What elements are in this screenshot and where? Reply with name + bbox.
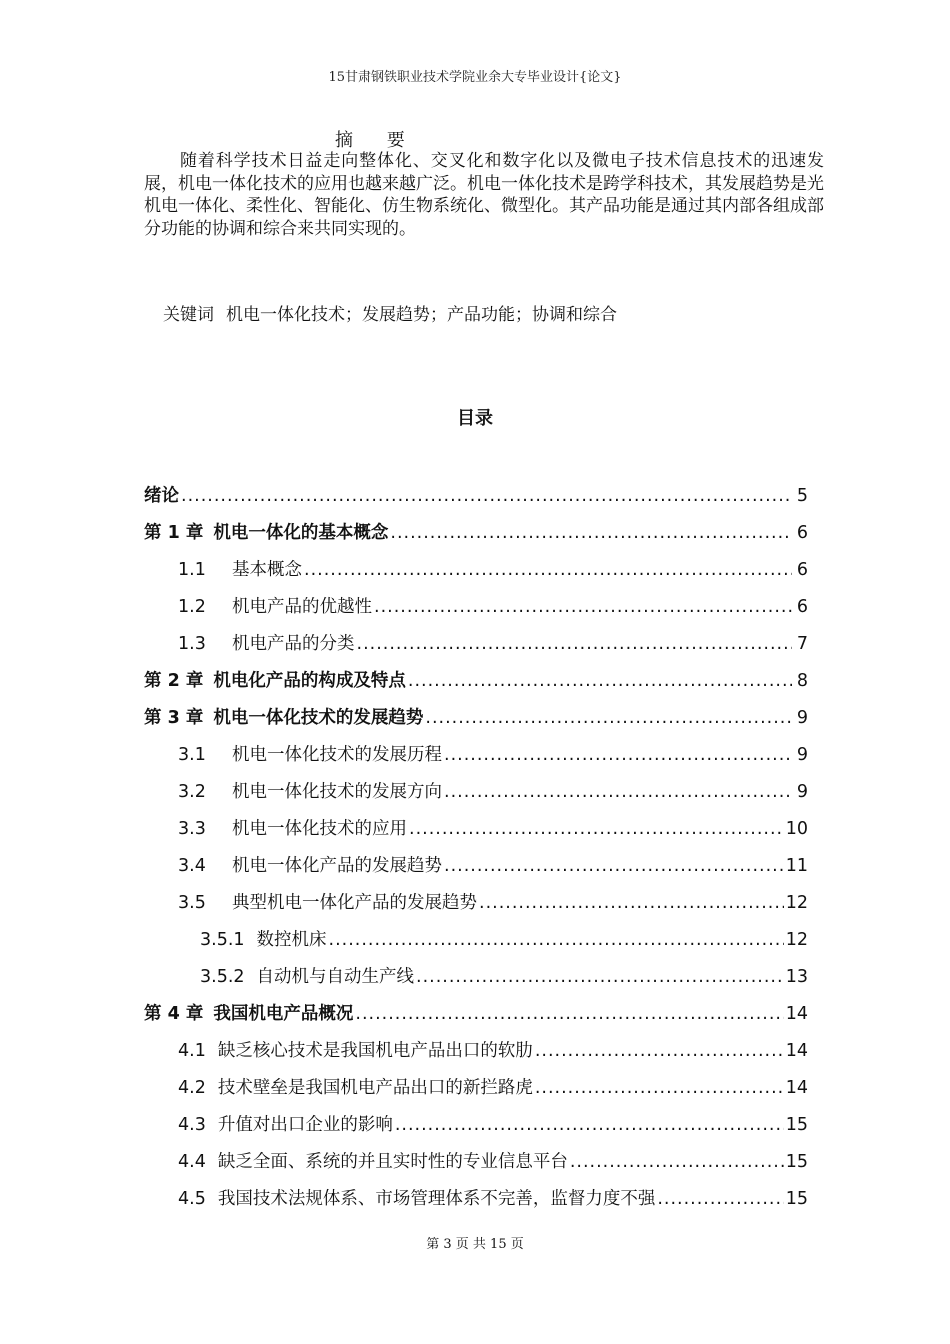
- toc-entry-3-3[interactable]: [144, 815, 808, 852]
- toc-entry-number: 4.2: [178, 1078, 206, 1098]
- toc-entry-number: 第 1 章: [144, 523, 204, 543]
- toc-entry-3-1[interactable]: [144, 741, 808, 778]
- toc-entry-page: 15: [785, 1152, 808, 1172]
- toc-entry-title: 机电一体化的基本概念: [213, 523, 389, 543]
- toc-entry-4-4[interactable]: [144, 1148, 808, 1185]
- toc-leader: [409, 819, 784, 839]
- toc-leader: [357, 634, 793, 654]
- toc-entry-number: 3.5: [178, 893, 206, 913]
- keywords-text: 机电一体化技术；发展趋势；产品功能；协调和综合: [226, 305, 617, 325]
- toc-entry-page: 10: [785, 819, 808, 839]
- toc-entry-title: 绪论: [144, 486, 179, 506]
- toc-entry-number: 第 4 章: [144, 1004, 204, 1024]
- toc-entry-title: 机电一体化技术的发展方向: [232, 782, 442, 802]
- toc-entry-title: 机电一体化技术的应用: [232, 819, 407, 839]
- toc-entry-1-3[interactable]: [144, 630, 808, 667]
- toc-leader: [444, 856, 784, 876]
- keywords-line: [163, 300, 617, 325]
- toc-leader: [444, 745, 792, 765]
- toc-entry-number: 1.2: [178, 597, 206, 617]
- toc-entry-title: 自动机与自动生产线: [256, 967, 415, 987]
- toc-entry-page: 14: [785, 1078, 808, 1098]
- keywords-label: 关键词: [163, 305, 214, 325]
- toc-leader: [570, 1152, 784, 1172]
- toc-entry-title: 缺乏核心技术是我国机电产品出口的软肋: [217, 1041, 533, 1061]
- toc-entry-title: 机电一体化技术的发展趋势: [213, 708, 424, 728]
- toc-entry-1-1[interactable]: [144, 556, 808, 593]
- toc-entry-4-2[interactable]: [144, 1074, 808, 1111]
- page-header: 15甘肃钢铁职业技术学院业余大专毕业设计{论文}: [328, 70, 622, 85]
- toc-entry-title: 我国技术法规体系、市场管理体系不完善，监督力度不强: [217, 1189, 656, 1209]
- toc-entry-title: 机电一体化技术的发展历程: [232, 745, 442, 765]
- toc-title: 目录: [457, 408, 493, 429]
- abstract-body: 随着科学技术日益走向整体化、交叉化和数字化以及微电子技术信息技术的迅速发展，机电一体化技术的应用也越来越广泛。机电一体化技术是跨学科技术，其发展趋势是光机电一体化、柔性化、智能化、仿生物系统化、微型化。其产品功能是通过其内部各组成部分功能的协调和综合来共同实现的。: [144, 151, 824, 239]
- toc-entry-number: 3.5.2: [200, 967, 245, 987]
- toc-entry-title: 机电一体化产品的发展趋势: [232, 856, 442, 876]
- toc-entry-title: 基本概念: [232, 560, 302, 580]
- toc-entry-page: 15: [785, 1115, 808, 1135]
- toc-entry-chapter-1[interactable]: [144, 519, 808, 556]
- toc-entry-page: 14: [785, 1004, 808, 1024]
- toc-entry-number: 3.5.1: [200, 930, 245, 950]
- toc-entry-number: 3.1: [178, 745, 206, 765]
- toc-entry-page: 5: [796, 486, 808, 506]
- toc-entry-page: 12: [785, 930, 808, 950]
- toc-entry-number: 4.4: [178, 1152, 206, 1172]
- toc-entry-3-5-2[interactable]: [144, 963, 808, 1000]
- toc-entry-title: 缺乏全面、系统的并且实时性的专业信息平台: [217, 1152, 568, 1172]
- toc-leader: [444, 782, 792, 802]
- toc-entry-4-5[interactable]: [144, 1185, 808, 1222]
- toc-entry-number: 3.2: [178, 782, 206, 802]
- toc-entry-intro[interactable]: [144, 482, 808, 519]
- toc-entry-3-4[interactable]: [144, 852, 808, 889]
- toc-leader: [479, 893, 784, 913]
- table-of-contents: [144, 482, 808, 1222]
- toc-entry-page: 8: [796, 671, 808, 691]
- toc-leader: [535, 1041, 784, 1061]
- toc-entry-number: 4.3: [178, 1115, 206, 1135]
- toc-entry-4-3[interactable]: [144, 1111, 808, 1148]
- toc-entry-title: 技术壁垒是我国机电产品出口的新拦路虎: [217, 1078, 533, 1098]
- toc-entry-number: 3.3: [178, 819, 206, 839]
- toc-entry-title: 数控机床: [256, 930, 327, 950]
- toc-entry-page: 15: [785, 1189, 808, 1209]
- toc-entry-title: 机电化产品的构成及特点: [213, 671, 406, 691]
- toc-entry-chapter-4[interactable]: [144, 1000, 808, 1037]
- toc-entry-page: 9: [796, 745, 808, 765]
- toc-entry-number: 第 3 章: [144, 708, 204, 728]
- toc-entry-page: 6: [796, 560, 808, 580]
- toc-entry-title: 机电产品的分类: [232, 634, 355, 654]
- toc-entry-page: 13: [785, 967, 808, 987]
- toc-entry-page: 7: [796, 634, 808, 654]
- toc-entry-3-5[interactable]: [144, 889, 808, 926]
- toc-leader: [408, 671, 792, 691]
- toc-entry-title: 典型机电一体化产品的发展趋势: [232, 893, 477, 913]
- toc-entry-chapter-2[interactable]: [144, 667, 808, 704]
- toc-entry-page: 12: [785, 893, 808, 913]
- toc-entry-3-2[interactable]: [144, 778, 808, 815]
- toc-entry-number: 1.3: [178, 634, 206, 654]
- toc-entry-number: 3.4: [178, 856, 206, 876]
- toc-leader: [181, 486, 792, 506]
- toc-leader: [416, 967, 784, 987]
- toc-leader: [304, 560, 792, 580]
- toc-leader: [390, 523, 792, 543]
- toc-leader: [425, 708, 792, 728]
- page-footer: 第 3 页 共 15 页: [426, 1237, 524, 1252]
- toc-entry-title: 升值对出口企业的影响: [217, 1115, 393, 1135]
- toc-leader: [374, 597, 792, 617]
- toc-entry-page: 9: [796, 782, 808, 802]
- toc-entry-title: 机电产品的优越性: [232, 597, 372, 617]
- toc-leader: [355, 1004, 783, 1024]
- abstract-title: 摘 要: [335, 130, 419, 151]
- toc-leader: [657, 1189, 783, 1209]
- toc-leader: [329, 930, 784, 950]
- toc-leader: [535, 1078, 784, 1098]
- toc-entry-page: 6: [796, 597, 808, 617]
- toc-entry-page: 14: [785, 1041, 808, 1061]
- toc-entry-3-5-1[interactable]: [144, 926, 808, 963]
- toc-entry-page: 9: [796, 708, 808, 728]
- toc-entry-number: 第 2 章: [144, 671, 204, 691]
- toc-entry-number: 1.1: [178, 560, 206, 580]
- toc-entry-page: 11: [785, 856, 808, 876]
- toc-entry-number: 4.1: [178, 1041, 206, 1061]
- toc-entry-1-2[interactable]: [144, 593, 808, 630]
- toc-entry-chapter-3[interactable]: [144, 704, 808, 741]
- toc-leader: [395, 1115, 784, 1135]
- toc-entry-title: 我国机电产品概况: [213, 1004, 354, 1024]
- toc-entry-4-1[interactable]: [144, 1037, 808, 1074]
- toc-entry-page: 6: [796, 523, 808, 543]
- toc-entry-number: 4.5: [178, 1189, 206, 1209]
